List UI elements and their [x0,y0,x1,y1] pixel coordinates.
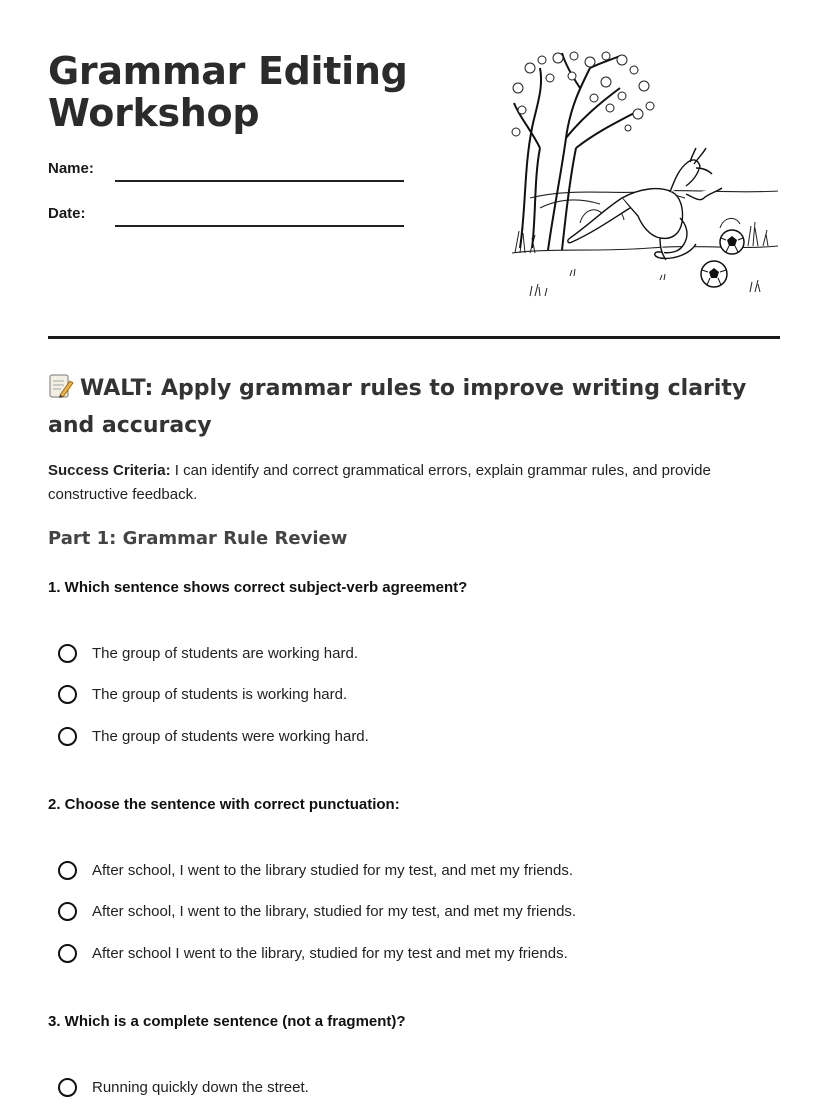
q2-option-a[interactable] [58,857,573,883]
radio-button[interactable] [58,685,77,704]
kangaroo [568,148,722,260]
kangaroo-illustration [510,48,780,300]
q2-option-c[interactable] [58,940,568,966]
q2-option-b[interactable] [58,898,576,924]
success-criteria-text: I can identify and correct grammatical errors, explain grammar rules, and provide constructive feedback. [48,462,711,503]
option-label: The group of students is working hard. [92,685,348,703]
option-label: After school I went to the library, studied for my test and met my friends. [92,944,568,962]
name-field[interactable] [48,158,408,182]
memo-pencil-icon [48,373,74,399]
q1-option-a[interactable] [58,640,358,666]
name-line[interactable] [115,180,404,182]
header-divider [48,336,780,339]
radio-button[interactable] [58,1078,77,1097]
option-label: After school, I went to the library studied for my test, and met my friends. [92,861,574,879]
worksheet-header [48,0,780,340]
radio-button[interactable] [58,902,77,921]
walt-text: WALT: Apply grammar rules to improve writing clarity and accuracy [48,376,747,438]
soccer-ball-1 [720,230,744,254]
option-label: The group of students were working hard. [92,727,369,745]
tree-trunks [514,53,640,250]
title-line-1: Grammar Editing [48,49,408,93]
q1-option-c[interactable] [58,723,369,749]
date-line[interactable] [115,225,404,227]
soccer-ball-2 [701,261,727,287]
option-label: Running quickly down the street. [92,1078,309,1096]
success-criteria-label: Success Criteria: [48,462,171,479]
date-field[interactable] [48,203,408,227]
q1-option-b[interactable] [58,681,347,707]
walt-heading [48,370,780,444]
worksheet-page [48,0,780,1096]
q3-option-a[interactable] [58,1074,309,1100]
question-1: 1. Which sentence shows correct subject-verb agreement? [48,579,468,596]
name-label: Name: [48,160,94,177]
option-label: After school, I went to the library, studied for my test, and met my friends. [92,902,577,920]
date-label: Date: [48,205,86,222]
title-line-2: Workshop [48,91,260,135]
part-1-heading: Part 1: Grammar Rule Review [48,528,348,549]
radio-button[interactable] [58,644,77,663]
page-title [48,50,408,134]
radio-button[interactable] [58,727,77,746]
option-label: The group of students are working hard. [92,644,358,662]
radio-button[interactable] [58,861,77,880]
question-3: 3. Which is a complete sentence (not a fragment)? [48,1013,406,1030]
question-2: 2. Choose the sentence with correct punctuation: [48,796,400,813]
success-criteria [48,459,768,507]
radio-button[interactable] [58,944,77,963]
